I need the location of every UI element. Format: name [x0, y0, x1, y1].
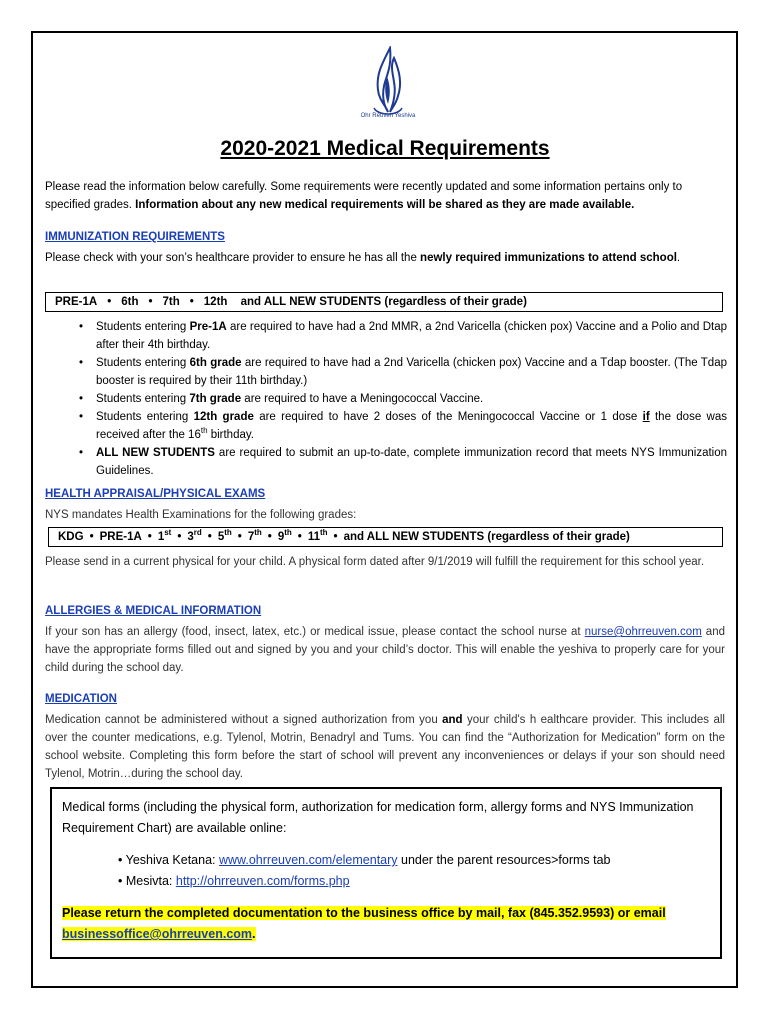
- health-heading[interactable]: HEALTH APPRAISAL/PHYSICAL EXAMS: [45, 488, 266, 500]
- grade-6th: 6th: [121, 296, 139, 308]
- immunization-bullet-list: [75, 318, 727, 480]
- health-grades-box: KDG • PRE-1A • 1st • 3rd • 5th • 7th • 9th • 11th • and ALL NEW STUDENTS (regardless of their grade): [48, 527, 723, 547]
- allergies-paragraph: If your son has an allergy (food, insect, latex, etc.) or medical issue, please contact the school nurse at nurse@ohrreuven.com and have the appropriate forms filled out and signed by you and your child’s doctor. This will enable the yeshiva to properly care for your child during the school day.: [45, 626, 725, 674]
- forms-item-mesivta: • Mesivta: http://ohrreuven.com/forms.php: [118, 874, 350, 888]
- list-item: • Students entering 12th grade are required to have 2 doses of the Meningococcal Vaccine or 1 dose if the dose was received after the 16th birthday.: [79, 411, 727, 441]
- medication-paragraph: Medication cannot be administered without a signed authorization from you and your child's h ealthcare provider. This includes all over the counter medications, e.g. Tylenol, Motrin, Benadryl and Tums. You can find the “Authorization for Medication” form on the school website. Completing this form before the start of school will prevent any inconveniences or delays if your son should need Tylenol, Motrin…during the school day.: [45, 714, 725, 780]
- immunization-paragraph: [45, 249, 725, 267]
- health-grades-tail: and ALL NEW STUDENTS (regardless of their grade): [343, 531, 630, 543]
- return-instructions: Please return the completed documentation to the business office by mail, fax (845.352.9593) or email businessoffice@ohrreuven.com.: [62, 906, 666, 941]
- list-item: • ALL NEW STUDENTS are required to submit an up-to-date, complete immunization record that meets NYS Immunization Guidelines.: [79, 447, 728, 477]
- elementary-link[interactable]: www.ohrreuven.com/elementary: [218, 853, 398, 867]
- allergies-heading[interactable]: ALLERGIES & MEDICAL INFORMATION: [45, 605, 262, 617]
- immunization-bold-text: newly required immunizations to attend school: [420, 252, 677, 264]
- page-title: 2020-2021 Medical Requirements: [220, 137, 550, 160]
- immunization-grades-box: PRE-1A • 6th • 7th • 12th and ALL NEW STUDENTS (regardless of their grade): [45, 292, 723, 312]
- list-item: • Students entering Pre-1A are required to have had a 2nd MMR, a 2nd Varicella (chicken pox) Vaccine and a Polio and Dtap after their 4th birthday.: [79, 321, 727, 351]
- grade-7th: 7th: [162, 296, 180, 308]
- forms-item-ketana: • Yeshiva Ketana: www.ohrreuven.com/elementary under the parent resources>forms tab: [118, 853, 611, 867]
- forms-php-link[interactable]: http://ohrreuven.com/forms.php: [175, 874, 350, 888]
- immunization-text-end: .: [676, 252, 681, 264]
- health-after-text: Please send in a current physical for your child. A physical form dated after 9/1/2019 will fulfill the requirement for this school year.: [45, 556, 705, 568]
- nurse-email-link[interactable]: nurse@ohrreuven.com: [584, 626, 702, 638]
- business-office-email-link[interactable]: businessoffice@ohrreuven.com: [62, 927, 253, 941]
- list-item: • Students entering 7th grade are required to have a Meningococcal Vaccine.: [79, 393, 484, 405]
- grades-tail: and ALL NEW STUDENTS (regardless of their grade): [240, 296, 527, 308]
- intro-bold-text: Information about any new medical requirements will be shared as they are made available.: [135, 199, 635, 211]
- grade-pre1a: PRE-1A: [55, 296, 98, 308]
- intro-text: Please read the information below carefully. Some requirements were recently updated and some information pertains only to specified grades.: [45, 181, 683, 211]
- immunization-text: Please check with your son’s healthcare provider to ensure he has all the: [45, 252, 417, 264]
- intro-paragraph: [45, 178, 725, 214]
- health-text: NYS mandates Health Examinations for the following grades:: [45, 509, 357, 521]
- medication-heading[interactable]: MEDICATION: [45, 693, 117, 705]
- logo-caption: Ohr Reuven Yeshiva: [360, 113, 416, 119]
- grade-12th: 12th: [203, 296, 228, 308]
- immunization-heading[interactable]: IMMUNIZATION REQUIREMENTS: [45, 231, 225, 243]
- forms-text: Medical forms (including the physical form, authorization for medication form, allergy forms and NYS Immunization Requirement Chart) are available online:: [62, 800, 694, 835]
- list-item: • Students entering 6th grade are required to have had a 2nd Varicella (chicken pox) Vaccine and a Tdap booster. (The Tdap booster is required by their 11th birthday.): [79, 357, 727, 387]
